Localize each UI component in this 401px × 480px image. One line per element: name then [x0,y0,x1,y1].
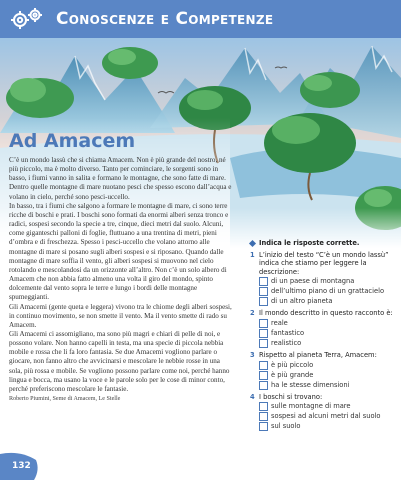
question-text: I boschi si trovano: [259,392,323,401]
answer-option-label: è più piccolo [271,360,314,369]
exercise-instructions-label: Indica le risposte corrette. [259,239,360,247]
story-paragraph: Gli Amacemi (gente queta e leggera) vivono tra le chiome degli alberi sospesi, in continuo movimento, se non smette il vento. Ma il vento smette di rado su Amacem. [9,302,232,329]
checkbox[interactable] [259,381,268,390]
question-3 [250,351,400,390]
question-text: Rispetto al pianeta Terra, Amacem: [259,350,377,359]
answer-option-label: realistico [271,338,302,347]
exercise-panel [250,239,400,431]
diamond-bullet-icon [249,240,256,247]
question-2 [250,309,400,348]
answer-option-label: sul suolo [271,422,301,431]
question-number: 3 [250,350,255,359]
question-number: 1 [250,250,255,259]
answer-option-label: sulle montagne di mare [271,402,351,411]
checkbox[interactable] [259,297,268,306]
question-number: 2 [250,309,255,318]
answer-option[interactable] [259,277,400,286]
answer-option-label: reale [271,318,288,327]
answer-option[interactable] [259,297,400,306]
checkbox[interactable] [259,319,268,328]
question-text: L’inizio del testo “C’è un mondo lassù” indica che stiamo per leggere la descrizione: [259,250,389,276]
question-1 [250,251,400,307]
answer-option-label: sospesi ad alcuni metri dal suolo [271,412,381,421]
floating-tree [6,78,74,118]
answer-option[interactable] [259,339,400,348]
answer-option-label: è più grande [271,370,314,379]
question-number: 4 [250,392,255,401]
answer-option[interactable] [259,319,400,328]
section-title: Conoscenze e Competenze [56,9,274,29]
answer-option-label: di un altro pianeta [271,297,333,306]
story-paragraph: In basso, tra i fiumi che salgono a formare le montagne di mare, ci sono terre ricche di boschi e prati. I boschi sono formati da enormi alberi senza tronco e radici, sospesi secondo la specie a tre, cinque, dieci metri dal suolo. Alcuni, come giganteschi palloni di foglie, fluttuano a una trentina di metri, pieni d’ombra e di freschezza. Spesso i pesci-uccello che volano attorno alle montagne di mare si posano sugli alberi sospesi e si riposano. Quando dalle montagne di mare soffia il vento, gli alberi sospesi si muovono nel cielo rotolando e mescolandosi da un orizzonte all’altro. Non c’è un solo albero di Amacem che non abbia fatto almeno una volta il giro del mondo, spinto dolcemente dal vento sopra le terre e lungo i bordi delle montagne spumeggianti. [9,201,229,302]
checkbox[interactable] [259,361,268,370]
checkbox[interactable] [259,339,268,348]
checkbox[interactable] [259,277,268,286]
gears-icon [8,6,48,32]
story-paragraph: Gli Amacemi ci assomigliano, ma sono più magri e chiari di pelle di noi, e possono volare. Non hanno capelli in testa, ma una specie di piccola nebbia mobile e rossa che li fa loro fantasia. Se due Amacemi vogliono parlare o giocare, non fanno altro che avvicinarsi e mescolare le nebbie rosse in una sola, più rossa e mobile. Se vogliono possono parlare come noi, perché hanno lingua e bocca, ma usano la voce e le parole solo per le cose di minor conto, perché preferiscono mescolare le fantasie. [9,329,230,393]
story-title: Ad Amacem [9,130,136,152]
answer-option-label: ha le stesse dimensioni [271,380,350,389]
answer-option[interactable] [259,381,400,390]
question-text: Il mondo descritto in questo racconto è: [259,309,393,318]
checkbox[interactable] [259,371,268,380]
answer-option-label: dell’ultimo piano di un grattacielo [271,287,385,296]
story-citation: Roberto Piumini, Seme di Amacem, Le Stelle [9,396,121,403]
page-number: 132 [12,461,31,471]
checkbox[interactable] [259,412,268,421]
checkbox[interactable] [259,402,268,411]
answer-option[interactable] [259,329,400,338]
answer-option[interactable] [259,371,400,380]
answer-option-label: fantastico [271,328,305,337]
answer-option[interactable] [259,361,400,370]
question-4 [250,393,400,432]
exercise-instructions [250,239,400,248]
story-paragraph: C’è un mondo lassù che si chiama Amacem. Non è più grande del nostro, né più piccolo, ma è molto diverso. Tanto per cominciare, le sorgenti sono in basso, i fiumi vanno in salita e formano le montagne, che sono fatte di mare. Dentro quelle montagne di mare nuotano pesci che spesso escono dall’acqua e volano in cielo, perché sono pesci-uccello. [9,156,232,201]
story-text [9,156,233,404]
answer-option[interactable] [259,287,400,296]
checkbox[interactable] [259,329,268,338]
answer-option[interactable] [259,422,400,431]
answer-option-label: di un paese di montagna [271,277,355,286]
checkbox[interactable] [259,287,268,296]
answer-option[interactable] [259,402,400,411]
answer-option[interactable] [259,412,400,421]
checkbox[interactable] [259,422,268,431]
